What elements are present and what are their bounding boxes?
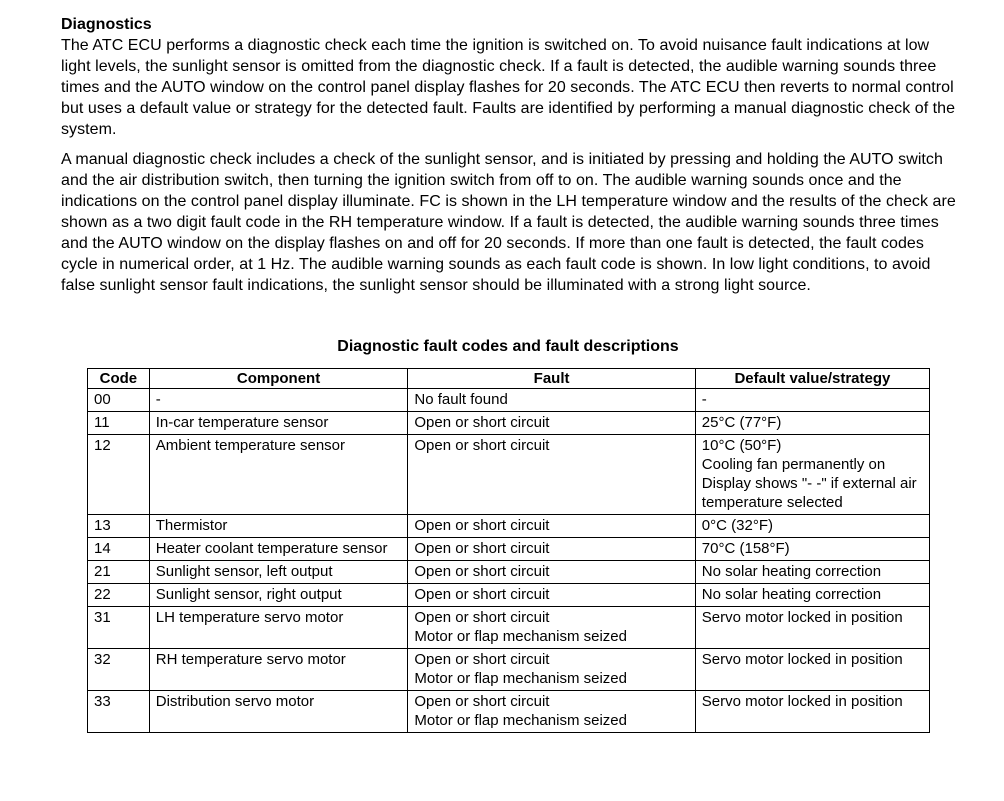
cell-code: 31 <box>88 607 150 649</box>
fault-line: Open or short circuit <box>414 540 550 557</box>
cell-code: 14 <box>88 538 150 561</box>
cell-default <box>695 584 929 607</box>
default-line: No solar heating correction <box>701 563 882 580</box>
fault-line: Open or short circuit <box>414 651 550 668</box>
table-row <box>88 515 930 538</box>
cell-fault <box>408 649 695 691</box>
header-fault: Fault <box>408 369 695 389</box>
fault-line: Motor or flap mechanism seized <box>414 670 627 687</box>
fault-line: Open or short circuit <box>414 563 550 580</box>
default-line: Servo motor locked in position <box>701 609 903 626</box>
cell-code: 12 <box>88 435 150 515</box>
table-row <box>88 389 930 412</box>
table-title: Diagnostic fault codes and fault descriptions <box>337 338 679 355</box>
fault-line: Open or short circuit <box>414 609 550 626</box>
fault-line: Open or short circuit <box>414 517 550 534</box>
cell-component: RH temperature servo motor <box>149 649 408 691</box>
fault-line: Open or short circuit <box>414 693 550 710</box>
table-row <box>88 584 930 607</box>
cell-component: Sunlight sensor, left output <box>149 561 408 584</box>
paragraph-manual-check: A manual diagnostic check includes a check of the sunlight sensor, and is initiated by pressing and holding the AUTO switch and the air distribution switch, then turning the ignition switch from off to on. The audible warning sounds once and the indications on the control panel display illuminate. FC is shown in the LH temperature window and the results of the check are shown as a two digit fault code in the RH temperature window. If a fault is detected, the audible warning sounds three times and the AUTO window on the display flashes on and off for 20 seconds. If more than one fault is detected, the fault codes cycle in numerical order, at 1 Hz. The audible warning sounds as each fault code is shown. In low light conditions, to avoid false sunlight sensor fault indications, the sunlight sensor should be illuminated with a strong light source. <box>61 151 956 294</box>
default-line: Servo motor locked in position <box>701 693 903 710</box>
cell-fault <box>408 584 695 607</box>
cell-component: Distribution servo motor <box>149 691 408 733</box>
default-line: 0°C (32°F) <box>701 517 773 534</box>
fault-line: Motor or flap mechanism seized <box>414 628 627 645</box>
document-page <box>61 14 959 729</box>
table-body <box>88 389 930 733</box>
cell-default <box>695 435 929 515</box>
cell-default <box>695 538 929 561</box>
fault-line: Open or short circuit <box>414 586 550 603</box>
cell-component: Sunlight sensor, right output <box>149 584 408 607</box>
cell-component: In-car temperature sensor <box>149 412 408 435</box>
fault-line: Motor or flap mechanism seized <box>414 712 627 729</box>
fault-line: Open or short circuit <box>414 437 550 454</box>
table-row <box>88 538 930 561</box>
cell-code: 32 <box>88 649 150 691</box>
default-line: Cooling fan permanently on <box>701 456 886 473</box>
section-heading: Diagnostics <box>61 16 152 33</box>
table-row <box>88 412 930 435</box>
default-line: No solar heating correction <box>701 586 882 603</box>
cell-component: Heater coolant temperature sensor <box>149 538 408 561</box>
cell-code: 33 <box>88 691 150 733</box>
cell-default <box>695 389 929 412</box>
table-header-row <box>88 369 930 389</box>
cell-fault <box>408 435 695 515</box>
default-line: - <box>701 391 707 408</box>
cell-fault <box>408 538 695 561</box>
default-line: 10°C (50°F) <box>701 437 782 454</box>
cell-code: 00 <box>88 389 150 412</box>
cell-default <box>695 412 929 435</box>
header-component: Component <box>149 369 408 389</box>
cell-default <box>695 515 929 538</box>
default-line: 25°C (77°F) <box>701 414 782 431</box>
cell-fault <box>408 515 695 538</box>
cell-component: LH temperature servo motor <box>149 607 408 649</box>
cell-code: 11 <box>88 412 150 435</box>
fault-code-table <box>87 368 930 733</box>
fault-line: No fault found <box>414 391 508 408</box>
cell-fault <box>408 607 695 649</box>
default-line: 70°C (158°F) <box>701 540 790 557</box>
cell-fault <box>408 691 695 733</box>
cell-fault <box>408 412 695 435</box>
default-line: Display shows "- -" if external air temperature selected <box>701 475 917 511</box>
cell-default <box>695 561 929 584</box>
table-row <box>88 691 930 733</box>
paragraph-automatic-check: The ATC ECU performs a diagnostic check each time the ignition is switched on. To avoid nuisance fault indications at low light levels, the sunlight sensor is omitted from the diagnostic check. If a fault is detected, the audible warning sounds three times and the AUTO window on the control panel display flashes for 20 seconds. The ATC ECU then reverts to normal control but uses a default value or strategy for the detected fault. Faults are identified by performing a manual diagnostic check of the system. <box>61 37 956 138</box>
cell-code: 21 <box>88 561 150 584</box>
header-default: Default value/strategy <box>695 369 929 389</box>
cell-component: Thermistor <box>149 515 408 538</box>
default-line: Servo motor locked in position <box>701 651 903 668</box>
header-code: Code <box>88 369 150 389</box>
cell-fault <box>408 389 695 412</box>
cell-component: Ambient temperature sensor <box>149 435 408 515</box>
cell-code: 13 <box>88 515 150 538</box>
cell-default <box>695 649 929 691</box>
table-row <box>88 607 930 649</box>
table-row <box>88 561 930 584</box>
cell-fault <box>408 561 695 584</box>
table-row <box>88 435 930 515</box>
cell-default <box>695 691 929 733</box>
cell-default <box>695 607 929 649</box>
cell-code: 22 <box>88 584 150 607</box>
fault-line: Open or short circuit <box>414 414 550 431</box>
cell-component: - <box>149 389 408 412</box>
table-row <box>88 649 930 691</box>
